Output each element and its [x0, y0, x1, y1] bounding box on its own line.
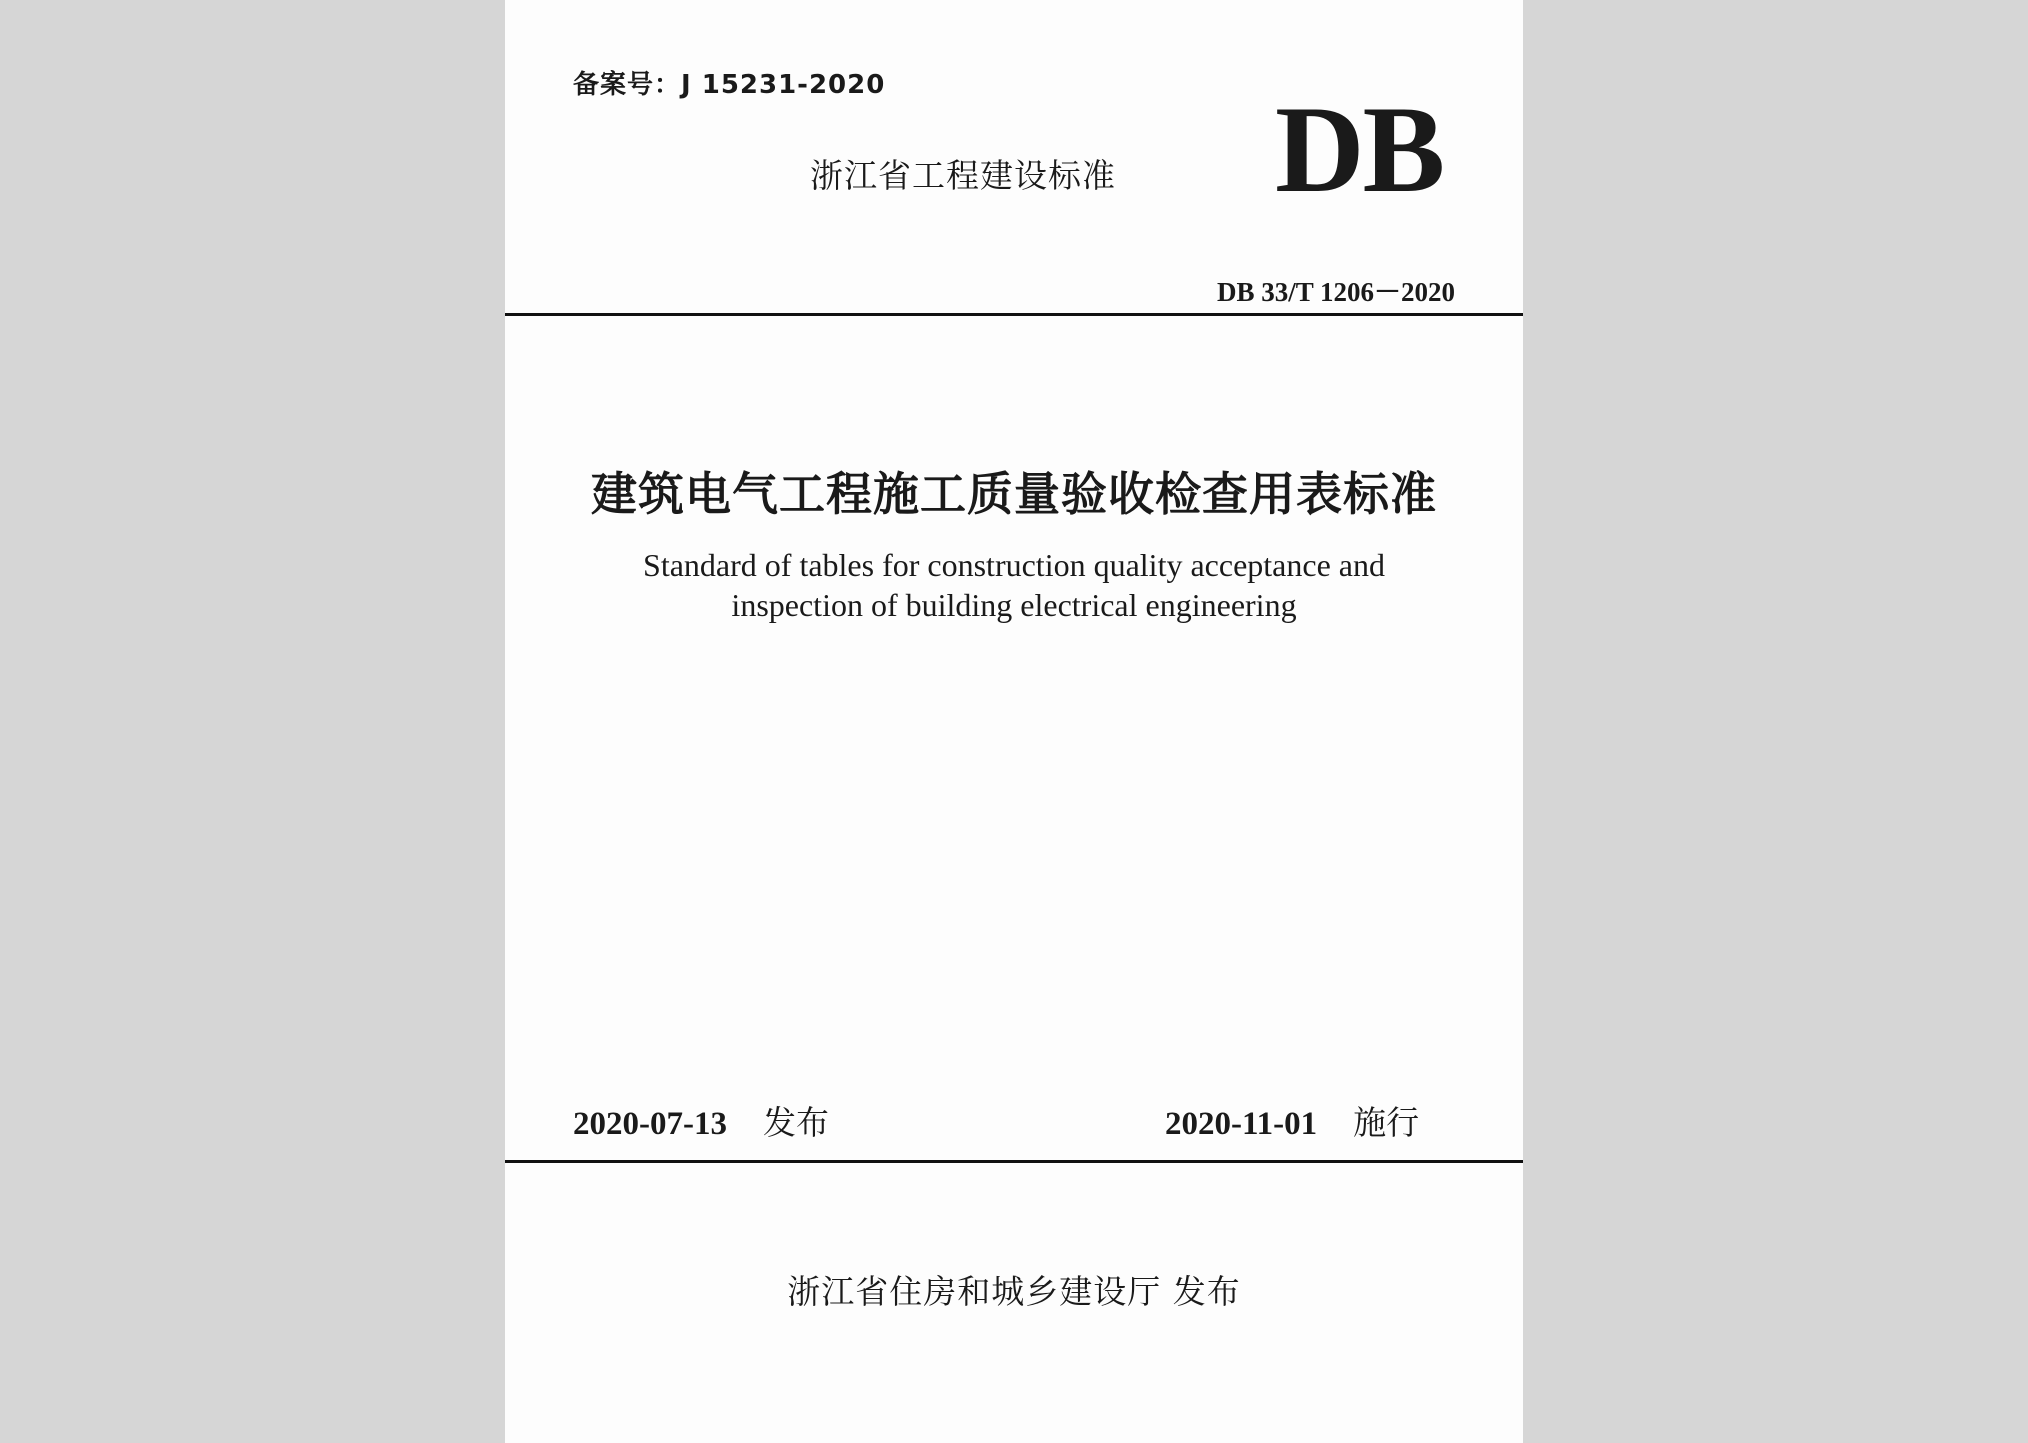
standard-category: 浙江省工程建设标准	[810, 156, 1116, 195]
standard-number: DB 33/T 1206－2020	[1216, 277, 1455, 307]
effective-date-block	[1165, 1097, 1419, 1144]
issue-date: 2020-07-13	[573, 1106, 727, 1142]
effective-label: 施行	[1353, 1103, 1420, 1142]
record-number: 备案号：J 15231-2020	[573, 70, 886, 100]
issue-label: 发布	[762, 1103, 829, 1142]
cover-page	[505, 0, 1523, 1443]
publisher: 浙江省住房和城乡建设厅 发布	[787, 1272, 1241, 1311]
bottom-divider	[505, 1160, 1523, 1163]
db-logo: DB	[1275, 81, 1444, 218]
title-english-line-1: Standard of tables for construction quality acceptance and	[643, 547, 1385, 583]
top-divider	[505, 313, 1523, 316]
title-english	[505, 545, 1523, 625]
effective-date: 2020-11-01	[1165, 1106, 1318, 1142]
title-chinese: 建筑电气工程施工质量验收检查用表标准	[591, 467, 1437, 521]
title-english-line-2: inspection of building electrical engineering	[731, 587, 1297, 623]
issue-date-block	[573, 1097, 829, 1144]
